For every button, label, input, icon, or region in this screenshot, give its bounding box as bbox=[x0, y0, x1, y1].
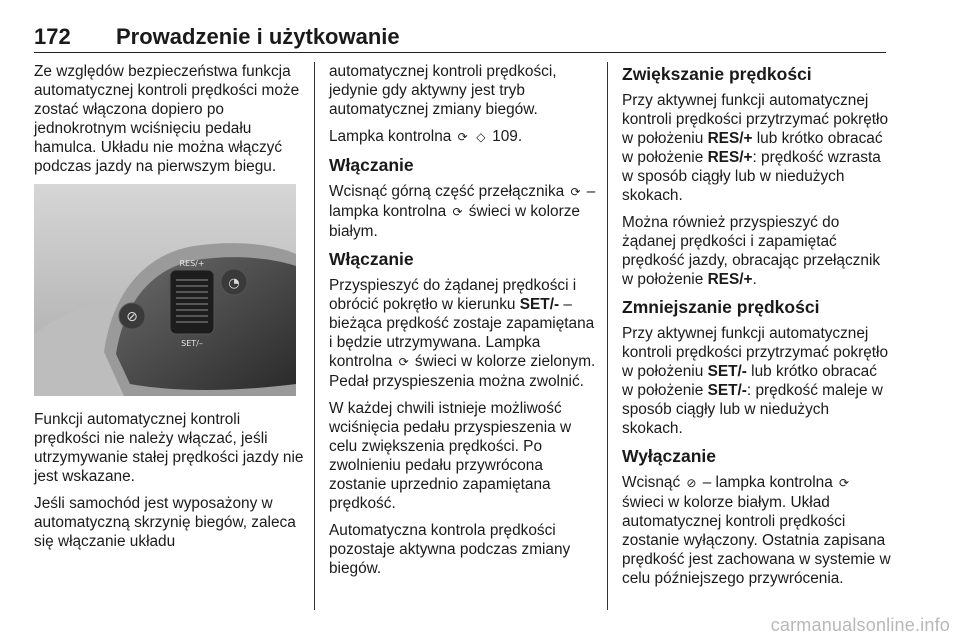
cruise-control-icon: ⟳ bbox=[839, 476, 850, 490]
cruise-cancel-icon: ⊘ bbox=[686, 476, 697, 490]
svg-text:⊘: ⊘ bbox=[126, 309, 138, 325]
cruise-control-icon: ⟳ bbox=[457, 130, 468, 144]
page-header bbox=[34, 18, 886, 53]
section-heading: Zwiększanie prędkości bbox=[622, 64, 812, 84]
paragraph: Można również przyspieszyć do żądanej prędkości i zapamiętać prędkość jazdy, obracając przełącznik w położenie RES/+. bbox=[622, 214, 881, 288]
paragraph: Jeśli samochód jest wyposażony w automatyczną skrzynię biegów, zaleca się włączanie układu bbox=[34, 495, 296, 550]
column-3 bbox=[622, 62, 892, 596]
paragraph: Wcisnąć ⊘ – lampka kontrolna ⟳ świeci w kolorze białym. Układ automatycznej kontroli prędkości zostanie wyłączony. Ostatnia zapisana prędkość jest zachowana w systemie w celu późniejszego przywrócenia. bbox=[622, 474, 891, 587]
page-reference-icon: ◇ bbox=[476, 130, 486, 144]
column-1 bbox=[34, 62, 304, 559]
watermark: carmanualsonline.info bbox=[770, 615, 950, 635]
page-title: Prowadzenie i użytkowanie bbox=[116, 24, 400, 49]
paragraph: Funkcji automatycznej kontroli prędkości nie należy włączać, jeśli utrzymywanie stałej prędkości jazdy nie jest wskazane. bbox=[34, 411, 304, 485]
paragraph: Wcisnąć górną część przełącznika ⟳ – lampka kontrolna ⟳ świeci w kolorze białym. bbox=[329, 183, 596, 240]
page-number: 172 bbox=[34, 24, 71, 49]
paragraph: W każdej chwili istnieje możliwość wciśnięcia pedału przyspieszenia w celu zwiększenia prędkości. Po zwolnieniu pedału przywrócona zostanie uprzednio zapamiętana prędkość. bbox=[329, 400, 572, 512]
section-heading: Wyłączanie bbox=[622, 446, 717, 466]
paragraph: Przyspieszyć do żądanej prędkości i obrócić pokrętło w kierunku SET/- – bieżąca prędkość zostaje zapamiętana i będzie utrzymywana. Lampka kontrolna ⟳ świeci w kolorze zielonym. Pedał przyspieszenia można zwolnić. bbox=[329, 277, 596, 390]
column-divider bbox=[607, 62, 608, 610]
steering-wheel-controls-figure bbox=[34, 184, 296, 396]
section-heading: Włączanie bbox=[329, 155, 414, 175]
cruise-on-button bbox=[221, 269, 247, 295]
cancel-button bbox=[119, 303, 145, 329]
svg-text:◔: ◔ bbox=[228, 276, 240, 291]
paragraph: Automatyczna kontrola prędkości pozostaje aktywna podczas zmiany biegów. bbox=[329, 522, 571, 577]
res-plus-label: RES/+ bbox=[179, 259, 205, 268]
paragraph: Ze względów bezpieczeństwa funkcja automatycznej kontroli prędkości może zostać włączona dopiero po jednokrotnym wciśnięciu pedału hamulca. Układu nie można włączyć podczas jazdy na pierwszym biegu. bbox=[34, 63, 300, 175]
cruise-control-icon: ⟳ bbox=[398, 355, 409, 369]
column-2 bbox=[329, 62, 597, 586]
cruise-control-icon: ⟳ bbox=[570, 185, 581, 199]
column-divider bbox=[314, 62, 315, 610]
paragraph: Lampka kontrolna ⟳ ◇ 109. bbox=[329, 128, 523, 145]
section-heading: Zmniejszanie prędkości bbox=[622, 297, 820, 317]
set-minus-label: SET/– bbox=[181, 339, 203, 348]
paragraph: automatycznej kontroli prędkości, jedynie gdy aktywny jest tryb automatycznej zmiany biegów. bbox=[329, 63, 557, 118]
section-heading: Włączanie bbox=[329, 249, 414, 269]
paragraph: Przy aktywnej funkcji automatycznej kontroli prędkości przytrzymać pokrętło w położeniu RES/+ lub krótko obracać w położenie RES/+: prędkość wzrasta w sposób ciągły lub w niedużych skokach. bbox=[622, 92, 889, 204]
paragraph: Przy aktywnej funkcji automatycznej kontroli prędkości przytrzymać pokrętło w położeniu SET/- lub krótko obracać w położenie SET/-: prędkość maleje w sposób ciągły lub w niedużych skokach. bbox=[622, 325, 889, 437]
cruise-control-icon: ⟳ bbox=[452, 205, 463, 219]
